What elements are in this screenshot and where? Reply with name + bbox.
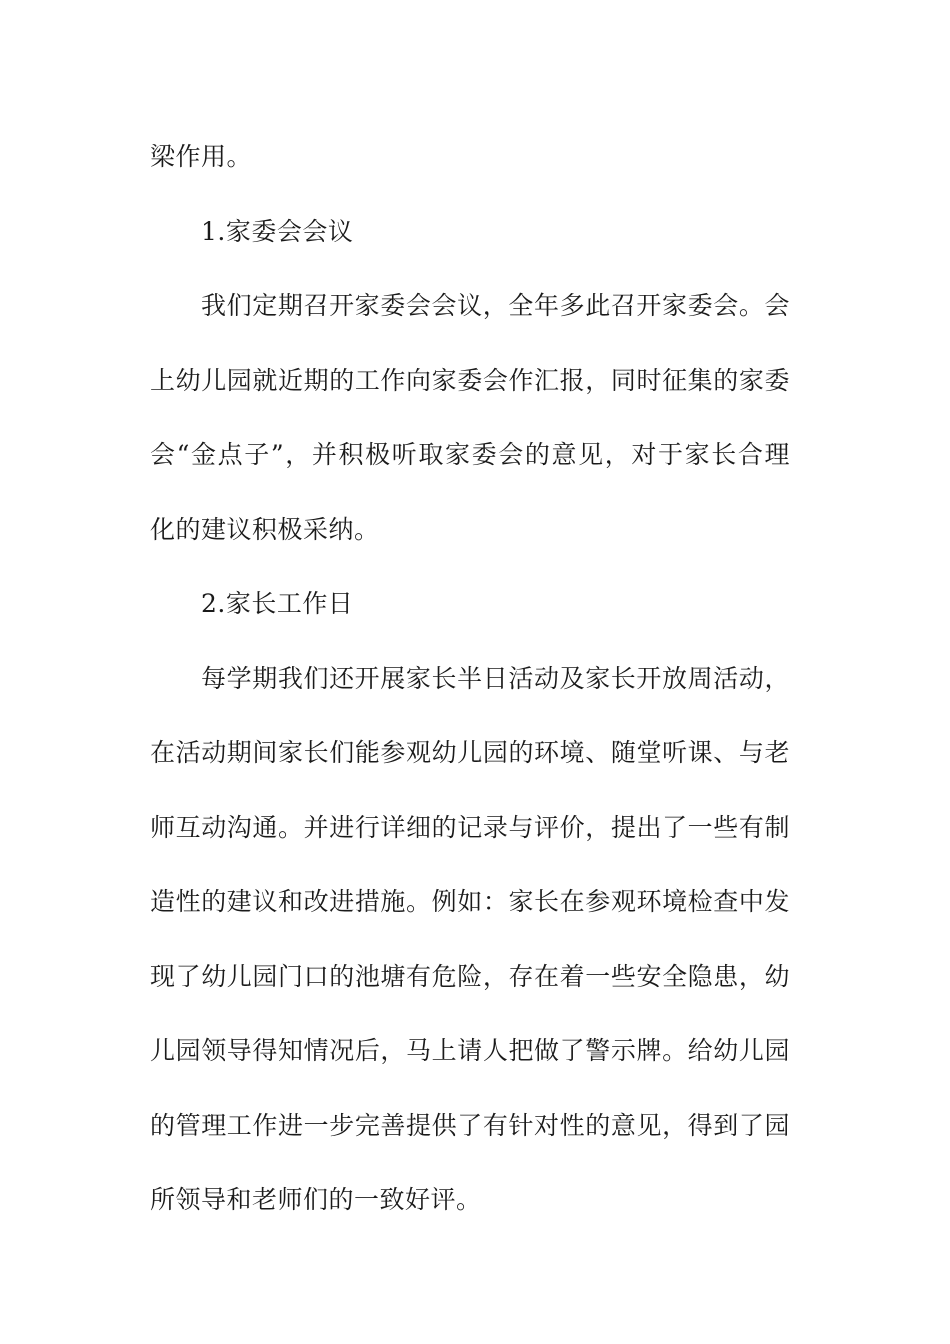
text-line: 师互动沟通。并进行详细的记录与评价，提出了一些有制 bbox=[150, 812, 790, 842]
text-line: 在活动期间家长们能参观幼儿园的环境、随堂听课、与老 bbox=[150, 738, 790, 767]
text-line: 上幼儿园就近期的工作向家委会作汇报，同时征集的家委 bbox=[150, 365, 790, 395]
text-line: 造性的建议和改进措施。例如：家长在参观环境检查中发 bbox=[150, 887, 790, 916]
document-page bbox=[150, 120, 790, 1238]
text-line: 所领导和老师们的一致好评。 bbox=[150, 1185, 482, 1214]
section-heading-1: 1.家委会会议 bbox=[201, 216, 354, 246]
text-line: 每学期我们还开展家长半日活动及家长开放周活动， bbox=[201, 663, 790, 693]
text-line: 梁作用。 bbox=[150, 142, 253, 171]
text-line: 现了幼儿园门口的池塘有危险，存在着一些安全隐患，幼 bbox=[150, 961, 790, 991]
section-heading-2: 2.家长工作日 bbox=[201, 589, 354, 618]
text-line: 我们定期召开家委会会议，全年多此召开家委会。会 bbox=[201, 291, 790, 320]
text-line: 会“金点子”，并积极听取家委会的意见，对于家长合理 bbox=[150, 440, 790, 469]
text-line: 化的建议积极采纳。 bbox=[150, 514, 380, 544]
text-line: 的管理工作进一步完善提供了有针对性的意见，得到了园 bbox=[150, 1110, 790, 1140]
text-line: 儿园领导得知情况后，马上请人把做了警示牌。给幼儿园 bbox=[150, 1036, 790, 1065]
